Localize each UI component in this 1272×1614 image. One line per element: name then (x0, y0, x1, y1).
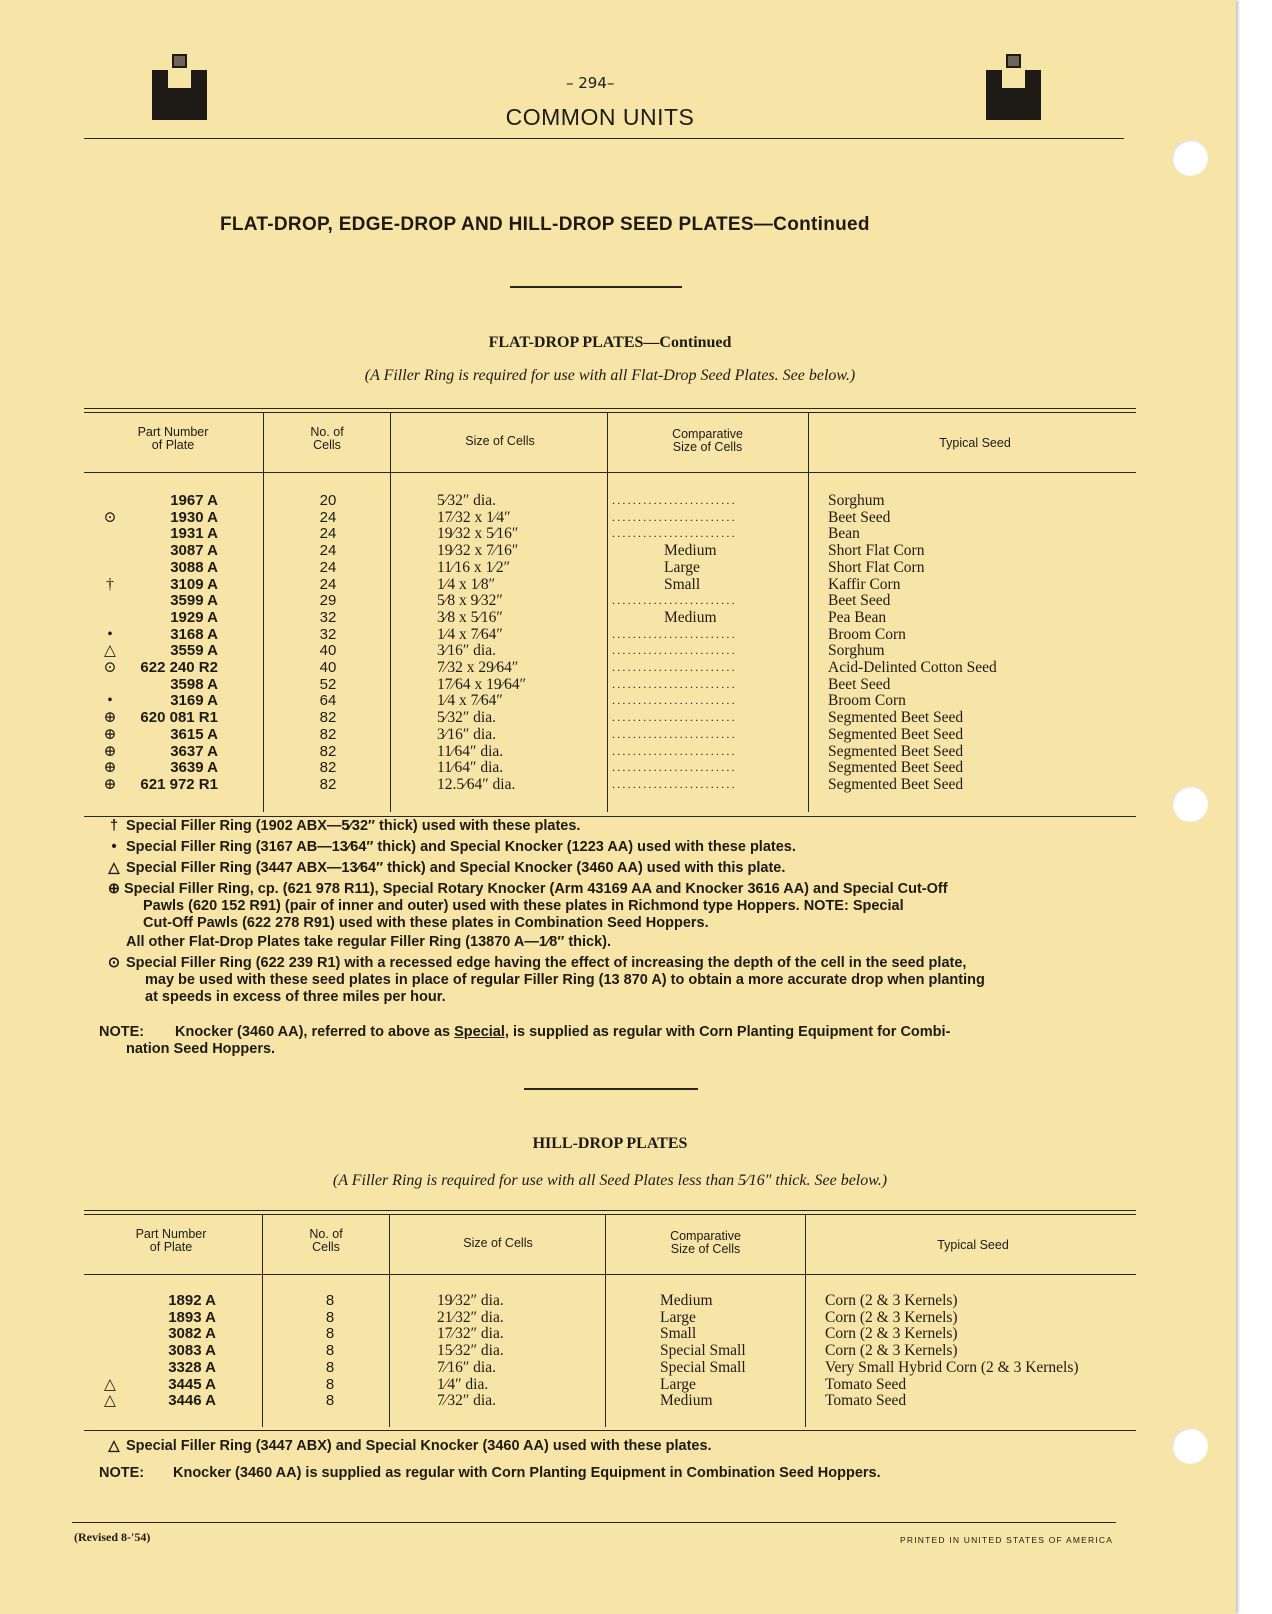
typical-seed: Beet Seed (828, 508, 891, 526)
cell-size: 7⁄16″ dia. (437, 1358, 496, 1376)
cell-size: 11⁄64″ dia. (437, 742, 504, 760)
cell-size: 7⁄32″ dia. (437, 1392, 496, 1410)
cell-size: 1⁄4 x 1⁄8″ (437, 575, 496, 593)
table-row (0, 1359, 1236, 1376)
footnote-symbol: △ (108, 860, 120, 876)
part-number: 621 972 R1 (140, 775, 218, 793)
part-number: 622 240 R2 (140, 659, 218, 676)
cell-count: 24 (319, 575, 337, 593)
hill-table-top-rule (84, 1210, 1136, 1215)
binder-hole (1172, 1428, 1208, 1464)
part-number: 1929 A (170, 608, 218, 626)
cell-count: 24 (319, 542, 337, 560)
cell-size: 19⁄32 x 5⁄16″ (437, 525, 519, 543)
table-row (0, 676, 1236, 693)
typical-seed: Corn (2 & 3 Kernels) (825, 1292, 958, 1309)
cell-size: 21⁄32″ dia. (437, 1308, 504, 1326)
table-row (0, 559, 1236, 576)
legend-symbol: ⊕ (103, 709, 117, 727)
footnote-symbol: • (111, 839, 117, 855)
part-number: 3599 A (170, 592, 218, 610)
flat-drop-note: (A Filler Ring is required for use with all Flat-Drop Seed Plates. See below.) (364, 367, 856, 384)
printed-notice: PRINTED IN UNITED STATES OF AMERICA (900, 1535, 1114, 1545)
hill-table-header-rule (84, 1274, 1136, 1275)
dot-leader: ........................ (612, 509, 737, 524)
part-number: 1967 A (170, 492, 218, 509)
table-row (0, 642, 1236, 659)
revised-date: (Revised 8-'54) (74, 1530, 151, 1544)
flat-table-bottom-rule (84, 816, 1136, 817)
dot-leader: ........................ (612, 743, 737, 758)
footnote-text: Special Filler Ring (1902 ABX—5⁄32″ thick) used with these plates. (126, 818, 581, 834)
table-row (0, 626, 1236, 643)
cell-size: 3⁄16″ dia. (437, 725, 496, 743)
table-row (0, 1342, 1236, 1359)
cell-size: 17⁄32″ dia. (437, 1325, 504, 1343)
cell-size: 19⁄32 x 7⁄16″ (437, 542, 519, 560)
footnote-text: All other Flat-Drop Plates take regular Filler Ring (13870 A—1⁄8″ thick). (126, 934, 612, 950)
table-row (0, 576, 1236, 593)
hill-header-part: Part Number of Plate (135, 1227, 207, 1254)
cell-size: 17⁄32 x 1⁄4″ (437, 508, 511, 526)
table-row (0, 1309, 1236, 1326)
typical-seed: Sorghum (828, 492, 885, 509)
flat-header-cells: No. of Cells (310, 425, 344, 452)
main-title: FLAT-DROP, EDGE-DROP AND HILL-DROP SEED PLATES—Continued (220, 214, 870, 235)
legend-symbol: ⊙ (103, 508, 117, 526)
typical-seed: Corn (2 & 3 Kernels) (825, 1325, 958, 1343)
table-row (0, 542, 1236, 559)
part-number: 3168 A (170, 625, 218, 643)
typical-seed: Corn (2 & 3 Kernels) (825, 1308, 958, 1326)
cell-count: 82 (319, 775, 337, 793)
binder-hole (1172, 140, 1208, 176)
cell-size: 5⁄8 x 9⁄32″ (437, 592, 503, 610)
hill-table-bottom-rule (84, 1430, 1136, 1431)
part-number: 3615 A (170, 725, 218, 743)
dot-leader: ........................ (612, 626, 737, 641)
comparative-size: Small (660, 1325, 697, 1343)
table-row (0, 1376, 1236, 1393)
footnote-text: may be used with these seed plates in place of regular Filler Ring (13 870 A) to obtain a more accurate drop when planting (145, 972, 985, 988)
typical-seed: Sorghum (828, 642, 885, 660)
part-number: 1931 A (170, 525, 218, 543)
hill-header-size: Size of Cells (463, 1236, 533, 1250)
legend-symbol: • (107, 692, 113, 710)
page-header: COMMON UNITS (505, 104, 695, 130)
typical-seed: Beet Seed (828, 592, 891, 610)
legend-symbol: △ (104, 1392, 116, 1410)
part-number: 3328 A (168, 1358, 216, 1376)
dot-leader: ........................ (612, 593, 737, 608)
legend-symbol: ⊕ (103, 742, 117, 760)
cell-count: 82 (319, 742, 337, 760)
table-row (0, 659, 1236, 676)
comparative-size: Medium (660, 1392, 713, 1410)
cell-count: 32 (319, 625, 337, 643)
footnote-text: Special Filler Ring (3447 ABX—13⁄64″ thick) and Special Knocker (3460 AA) used with this plate. (126, 860, 786, 876)
typical-seed: Short Flat Corn (828, 558, 925, 576)
legend-symbol: ⊕ (103, 775, 117, 793)
special-underlined-word: Special, (454, 1024, 509, 1040)
legend-symbol: ⊕ (103, 759, 117, 777)
cell-size: 11⁄16 x 1⁄2″ (437, 558, 511, 576)
comparative-size: Special Small (660, 1358, 746, 1376)
cell-size: 3⁄16″ dia. (437, 642, 496, 660)
flat-table-header-rule (84, 472, 1136, 473)
hill-header-comparative: Comparative Size of Cells (670, 1229, 741, 1256)
legend-symbol: • (107, 625, 113, 643)
legend-symbol: ⊙ (103, 659, 117, 676)
table-row (0, 609, 1236, 626)
cell-size: 15⁄32″ dia. (437, 1342, 504, 1360)
cell-count: 82 (319, 759, 337, 777)
part-number: 3082 A (168, 1325, 216, 1343)
cell-size: 1⁄4 x 7⁄64″ (437, 692, 503, 710)
comparative-size: Medium (660, 1292, 713, 1309)
cell-size: 5⁄32″ dia. (437, 709, 496, 727)
typical-seed: Segmented Beet Seed (828, 742, 964, 760)
part-number: 3446 A (168, 1392, 216, 1410)
typical-seed: Short Flat Corn (828, 542, 925, 560)
cell-count: 24 (319, 558, 337, 576)
typical-seed: Pea Bean (828, 608, 887, 626)
hill-drop-title: HILL-DROP PLATES (532, 1135, 688, 1152)
part-number: 3598 A (170, 675, 218, 693)
cell-count: 29 (319, 592, 337, 610)
typical-seed: Segmented Beet Seed (828, 759, 964, 777)
part-number: 620 081 R1 (140, 709, 218, 727)
cell-size: 12.5⁄64″ dia. (437, 775, 516, 793)
part-number: 3109 A (170, 575, 218, 593)
dot-leader: ........................ (612, 493, 737, 507)
cell-count: 40 (319, 659, 337, 676)
cell-count: 8 (325, 1392, 335, 1410)
hill-header-seed: Typical Seed (937, 1238, 1009, 1252)
cell-size: 3⁄8 x 5⁄16″ (437, 608, 503, 626)
cell-size: 19⁄32″ dia. (437, 1292, 504, 1309)
hill-drop-note: (A Filler Ring is required for use with all Seed Plates less than 5⁄16″ thick. See below.) (332, 1172, 888, 1189)
footnote-text: Pawls (620 152 R91) (pair of inner and outer) used with these plates in Richmond type Hoppers. NOTE: Special (143, 898, 904, 914)
footer-rule (72, 1522, 1116, 1523)
dot-leader: ........................ (612, 693, 737, 708)
cell-count: 24 (319, 508, 337, 526)
hill-header-cells: No. of Cells (309, 1227, 343, 1254)
typical-seed: Tomato Seed (825, 1392, 907, 1410)
cell-count: 82 (319, 725, 337, 743)
part-number: 3559 A (170, 642, 218, 660)
part-number: 3169 A (170, 692, 218, 710)
catalog-page: – 294– COMMON UNITS FLAT-DROP, EDGE-DROP AND HILL-DROP SEED PLATES—Continued FLAT-DROP PLATES—Continued (A Filler Ring is required for use with all Flat-Drop Seed Plates. See below.) Part Number of Plate No. of Cells Size of Cells Comparative Size of Cells Typical Seed 1967 A 20 5⁄32″ dia. ........................ Sorghum ⊙ 1930 A 24 17⁄32 x 1⁄4″ ........................ Beet Seed 1931 A 24 19⁄32 x 5⁄16″ ........................ Bean 3087 A 24 19⁄32 x 7⁄16″ Medium Short Flat Corn 3088 A 24 11⁄16 x 1⁄2″ Large Short Flat Corn † 3109 A 24 1⁄4 x 1⁄8″ Small Kaffir Corn 3599 A 29 5⁄8 x 9⁄32″ ........................ Beet Seed 1929 A 32 3⁄8 x 5⁄16″ Medium Pea Bean • 3168 A 32 1⁄4 x 7⁄64″ ........................ Broom Corn △ 3559 A 40 3⁄16″ dia. ........................ Sorghum ⊙ 622 240 R2 40 7⁄32 x 29⁄64″ ........................ Acid-Delinted Cotton Seed 3598 A 52 17⁄64 x 19⁄64″ ........................ Beet Seed • 3169 A 64 1⁄4 x 7⁄64″ ........................ Broom Corn ⊕ 620 081 R1 82 5⁄32″ dia. ........................ Segmented Beet Seed ⊕ 3615 A 82 3⁄16″ dia. ........................ Segmented Beet Seed ⊕ 3637 A 82 11⁄64″ dia. ........................ Segmented Beet Seed ⊕ 3639 A 82 11⁄64″ dia. ........................ Segmented Beet Seed ⊕ 621 972 R1 82 12.5⁄64″ dia. ........................ Segmented Beet Seed † Special Filler Ring (1902 ABX—5⁄32″ thick) used with these plates. • Special Filler Ring (3167 AB—13⁄64″ thick) and Special Knocker (1223 AA) used with these plates. △ Special Filler Ring (3447 ABX—13⁄64″ thick) and Special Knocker (3460 AA) used with this plate. ⊕ Special Filler Ring, cp. (621 978 R11), Special Rotary Knocker (Arm 43169 AA and Knocker 3616 AA) and Special Cut-Off Pawls (620 152 R91) (pair of inner and outer) used with these plates in Richmond type Hoppers. NOTE: Special Cut-Off Pawls (622 278 R91) used with these plates in Combination Seed Hoppers. All other Flat-Drop Plates take regular Filler Ring (13870 A—1⁄8″ thick). ⊙ Special Filler Ring (622 239 R1) with a recessed edge having the effect of increasing the depth of the cell in the seed plate, may be used with these seed plates in place of regular Filler Ring (13 870 A) to obtain a more accurate drop when planting at speeds in excess of three miles per hour. NOTE: Knocker (3460 AA), referred to above as Special, is supplied as regular with Corn Planting Equipment for Combi- nation Seed Hoppers. HILL-DROP PLATES (A Filler Ring is required for use with all Seed Plates less than 5⁄16″ thick. See below.) Part Number of Plate No. of Cells Size of Cells Comparative Size of Cells Typical Seed 1892 A 8 19⁄32″ dia. Medium Corn (2 & 3 Kernels) 1893 A 8 21⁄32″ dia. Large Corn (2 & 3 Kernels) 3082 A 8 17⁄32″ dia. Small Corn (2 & 3 Kernels) 3083 A 8 15⁄32″ dia. Special Small Corn (2 & 3 Kernels) 3328 A 8 7⁄16″ dia. Special Small Very Small Hybrid Corn (2 & 3 Kernels) △ 3445 A 8 1⁄4″ dia. Large Tomato Seed △ 3446 A 8 7⁄32″ dia. Medium Tomato Seed △ Special Filler Ring (3447 ABX) and Special Knocker (3460 AA) used with these plates. NOTE: Knocker (3460 AA) is supplied as regular with Corn Planting Equipment in Combination Seed Hoppers. (Revised 8-'54) PRINTED IN UNITED STATES OF AMERICA (0, 0, 1236, 1614)
cell-size: 11⁄64″ dia. (437, 759, 504, 777)
cell-count: 20 (319, 492, 337, 509)
typical-seed: Segmented Beet Seed (828, 709, 964, 727)
typical-seed: Kaffir Corn (828, 575, 901, 593)
footnote-symbol: † (109, 818, 119, 834)
cell-size: 1⁄4″ dia. (437, 1375, 489, 1393)
footnote-text: Special Filler Ring (3167 AB—13⁄64″ thick) and Special Knocker (1223 AA) used with these plates. (126, 839, 796, 855)
footnote-text: Special Filler Ring (622 239 R1) with a recessed edge having the effect of increasing the depth of the cell in the seed plate, (126, 955, 967, 971)
cell-count: 52 (319, 675, 337, 693)
table-row (0, 1392, 1236, 1409)
dot-leader: ........................ (612, 710, 737, 725)
part-number: 1892 A (168, 1292, 216, 1309)
cell-count: 8 (325, 1342, 335, 1360)
typical-seed: Acid-Delinted Cotton Seed (828, 659, 997, 676)
dot-leader: ........................ (612, 643, 737, 658)
footnote-text: Special Filler Ring, cp. (621 978 R11), Special Rotary Knocker (Arm 43169 AA and Knocker 3616 AA) and Special Cut-Off (124, 881, 948, 897)
part-number: 3637 A (170, 742, 218, 760)
cell-count: 82 (319, 709, 337, 727)
part-number: 3639 A (170, 759, 218, 777)
typical-seed: Corn (2 & 3 Kernels) (825, 1342, 958, 1360)
cell-size: 7⁄32 x 29⁄64″ (437, 659, 519, 676)
dot-leader: ........................ (612, 660, 737, 674)
cell-count: 8 (325, 1358, 335, 1376)
cell-size: 17⁄64 x 19⁄64″ (437, 675, 527, 693)
header-rule (84, 138, 1124, 139)
comparative-size: Small (664, 575, 701, 593)
part-number: 1930 A (170, 508, 218, 526)
part-number: 1893 A (168, 1308, 216, 1326)
table-row (0, 492, 1236, 509)
comparative-size: Large (664, 558, 700, 576)
dot-leader: ........................ (612, 760, 737, 775)
legend-symbol: † (106, 575, 114, 593)
flat-header-comparative: Comparative Size of Cells (672, 427, 743, 454)
legend-symbol: △ (104, 1375, 116, 1393)
table-row (0, 592, 1236, 609)
flat-header-seed: Typical Seed (939, 436, 1011, 450)
footnote-text: at speeds in excess of three miles per hour. (145, 989, 446, 1005)
section-divider (510, 286, 682, 288)
comparative-size: Medium (664, 608, 717, 626)
cell-count: 8 (325, 1375, 335, 1393)
part-number: 3088 A (170, 558, 218, 576)
typical-seed: Segmented Beet Seed (828, 775, 964, 793)
comparative-size: Large (660, 1375, 696, 1393)
table-row (0, 692, 1236, 709)
dot-leader: ........................ (612, 776, 737, 791)
table-row (0, 1325, 1236, 1342)
cell-count: 8 (325, 1308, 335, 1326)
flat-header-size: Size of Cells (465, 434, 535, 448)
part-number: 3087 A (170, 542, 218, 560)
comparative-size: Special Small (660, 1342, 746, 1360)
comparative-size: Medium (664, 542, 717, 560)
cell-size: 5⁄32″ dia. (437, 492, 496, 509)
table-row (0, 509, 1236, 526)
footnote-text: Cut-Off Pawls (622 278 R91) used with these plates in Combination Seed Hoppers. (143, 915, 709, 931)
table-row (0, 1292, 1236, 1309)
typical-seed: Bean (828, 525, 860, 543)
footnote-symbol: ⊕ (107, 881, 121, 897)
flat-table-top-rule (84, 408, 1136, 413)
table-row (0, 525, 1236, 542)
cell-count: 64 (319, 692, 337, 710)
dot-leader: ........................ (612, 726, 737, 741)
typical-seed: Segmented Beet Seed (828, 725, 964, 743)
cell-count: 8 (325, 1292, 335, 1309)
cell-count: 24 (319, 525, 337, 543)
dot-leader: ........................ (612, 676, 737, 691)
cell-count: 40 (319, 642, 337, 660)
part-number: 3083 A (168, 1342, 216, 1360)
footnote-symbol: ⊙ (107, 955, 121, 971)
typical-seed: Broom Corn (828, 692, 906, 710)
section-divider (524, 1088, 698, 1090)
dot-leader: ........................ (612, 526, 737, 541)
cell-count: 8 (325, 1325, 335, 1343)
legend-symbol: ⊕ (103, 725, 117, 743)
typical-seed: Tomato Seed (825, 1375, 907, 1393)
cell-size: 1⁄4 x 7⁄64″ (437, 625, 503, 643)
typical-seed: Very Small Hybrid Corn (2 & 3 Kernels) (825, 1358, 1079, 1376)
table-row (0, 743, 1236, 760)
flat-header-part: Part Number of Plate (137, 425, 209, 452)
typical-seed: Broom Corn (828, 625, 906, 643)
legend-symbol: △ (104, 642, 116, 660)
table-row (0, 759, 1236, 776)
typical-seed: Beet Seed (828, 675, 891, 693)
table-row (0, 726, 1236, 743)
page-number: – 294– (566, 74, 615, 92)
comparative-size: Large (660, 1308, 696, 1326)
cell-count: 32 (319, 608, 337, 626)
flat-drop-title: FLAT-DROP PLATES—Continued (488, 334, 732, 351)
part-number: 3445 A (168, 1375, 216, 1393)
table-row (0, 776, 1236, 793)
table-row (0, 709, 1236, 726)
